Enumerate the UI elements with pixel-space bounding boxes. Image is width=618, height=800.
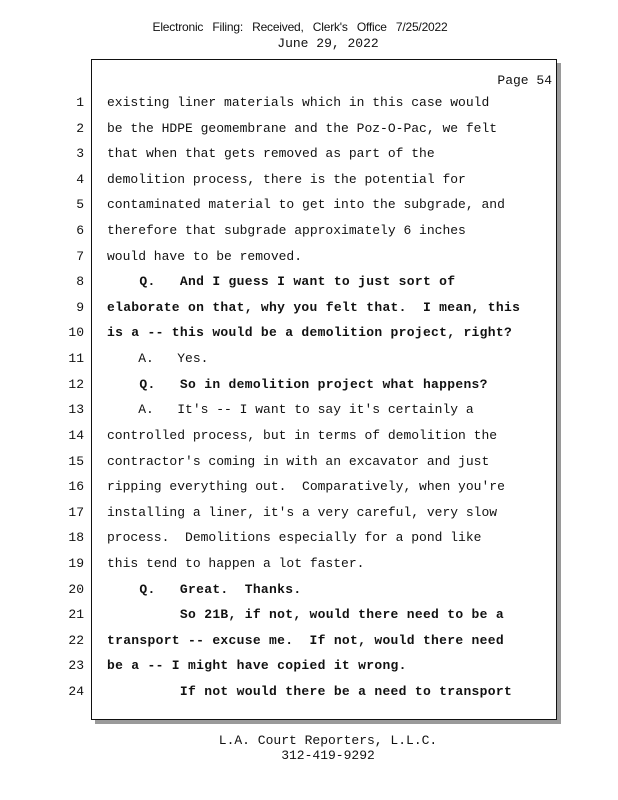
transcript-line: Q. And I guess I want to just sort of <box>107 274 456 289</box>
transcript-line: existing liner materials which in this case would <box>107 95 490 110</box>
transcript-line: A. Yes. <box>107 351 209 366</box>
transcript-line: is a -- this would be a demolition project, right? <box>107 325 513 340</box>
transcript-line: installing a liner, it's a very careful, very slow <box>107 505 498 520</box>
line-number: 1 <box>76 95 84 110</box>
transcript-line: contaminated material to get into the subgrade, and <box>107 197 505 212</box>
line-number: 12 <box>68 377 84 392</box>
line-number: 18 <box>68 530 84 545</box>
line-number: 5 <box>76 197 84 212</box>
transcript-line: process. Demolitions especially for a pond like <box>107 530 482 545</box>
line-number: 13 <box>68 402 84 417</box>
transcript-line: therefore that subgrade approximately 6 inches <box>107 223 466 238</box>
line-number: 24 <box>68 684 84 699</box>
transcript-line: be a -- I might have copied it wrong. <box>107 658 407 673</box>
transcript-line: transport -- excuse me. If not, would there need <box>107 633 504 648</box>
transcript-line: demolition process, there is the potential for <box>107 172 466 187</box>
transcript-line: that when that gets removed as part of the <box>107 146 435 161</box>
page-footer <box>0 733 618 763</box>
line-number: 19 <box>68 556 84 571</box>
transcript-line: A. It's -- I want to say it's certainly a <box>107 402 474 417</box>
reporter-phone: 312-419-9292 <box>281 748 375 763</box>
transcript-line: this tend to happen a lot faster. <box>107 556 365 571</box>
line-number: 14 <box>68 428 84 443</box>
line-number: 6 <box>76 223 84 238</box>
transcript-line: controlled process, but in terms of demolition the <box>107 428 498 443</box>
transcript-date: June 29, 2022 <box>277 36 379 51</box>
line-number: 3 <box>76 146 84 161</box>
transcript-line: So 21B, if not, would there need to be a <box>107 607 504 622</box>
line-number: 20 <box>68 582 84 597</box>
page-number: Page 54 <box>497 73 552 88</box>
line-number: 7 <box>76 249 84 264</box>
efiling-stamp: Electronic Filing: Received, Clerk's Office 7/25/2022 <box>152 20 448 34</box>
transcript-line: elaborate on that, why you felt that. I mean, this <box>107 300 521 315</box>
line-number: 9 <box>76 300 84 315</box>
line-number: 4 <box>76 172 84 187</box>
line-number: 11 <box>68 351 84 366</box>
line-number: 16 <box>68 479 84 494</box>
line-number: 22 <box>68 633 84 648</box>
transcript-line: ripping everything out. Comparatively, when you're <box>107 479 505 494</box>
line-number: 2 <box>76 121 84 136</box>
reporter-company: L.A. Court Reporters, L.L.C. <box>218 733 438 748</box>
line-number: 17 <box>68 505 84 520</box>
transcript-line: Q. So in demolition project what happens? <box>107 377 488 392</box>
transcript-line: be the HDPE geomembrane and the Poz-O-Pac, we felt <box>107 121 498 136</box>
transcript-line: If not would there be a need to transport <box>107 684 513 699</box>
line-number: 10 <box>68 325 84 340</box>
transcript-line: contractor's coming in with an excavator and just <box>107 454 490 469</box>
line-number: 15 <box>68 454 84 469</box>
line-number: 8 <box>76 274 84 289</box>
transcript-line: Q. Great. Thanks. <box>107 582 302 597</box>
line-number: 23 <box>68 658 84 673</box>
transcript-line: would have to be removed. <box>107 249 303 264</box>
line-number: 21 <box>68 607 84 622</box>
